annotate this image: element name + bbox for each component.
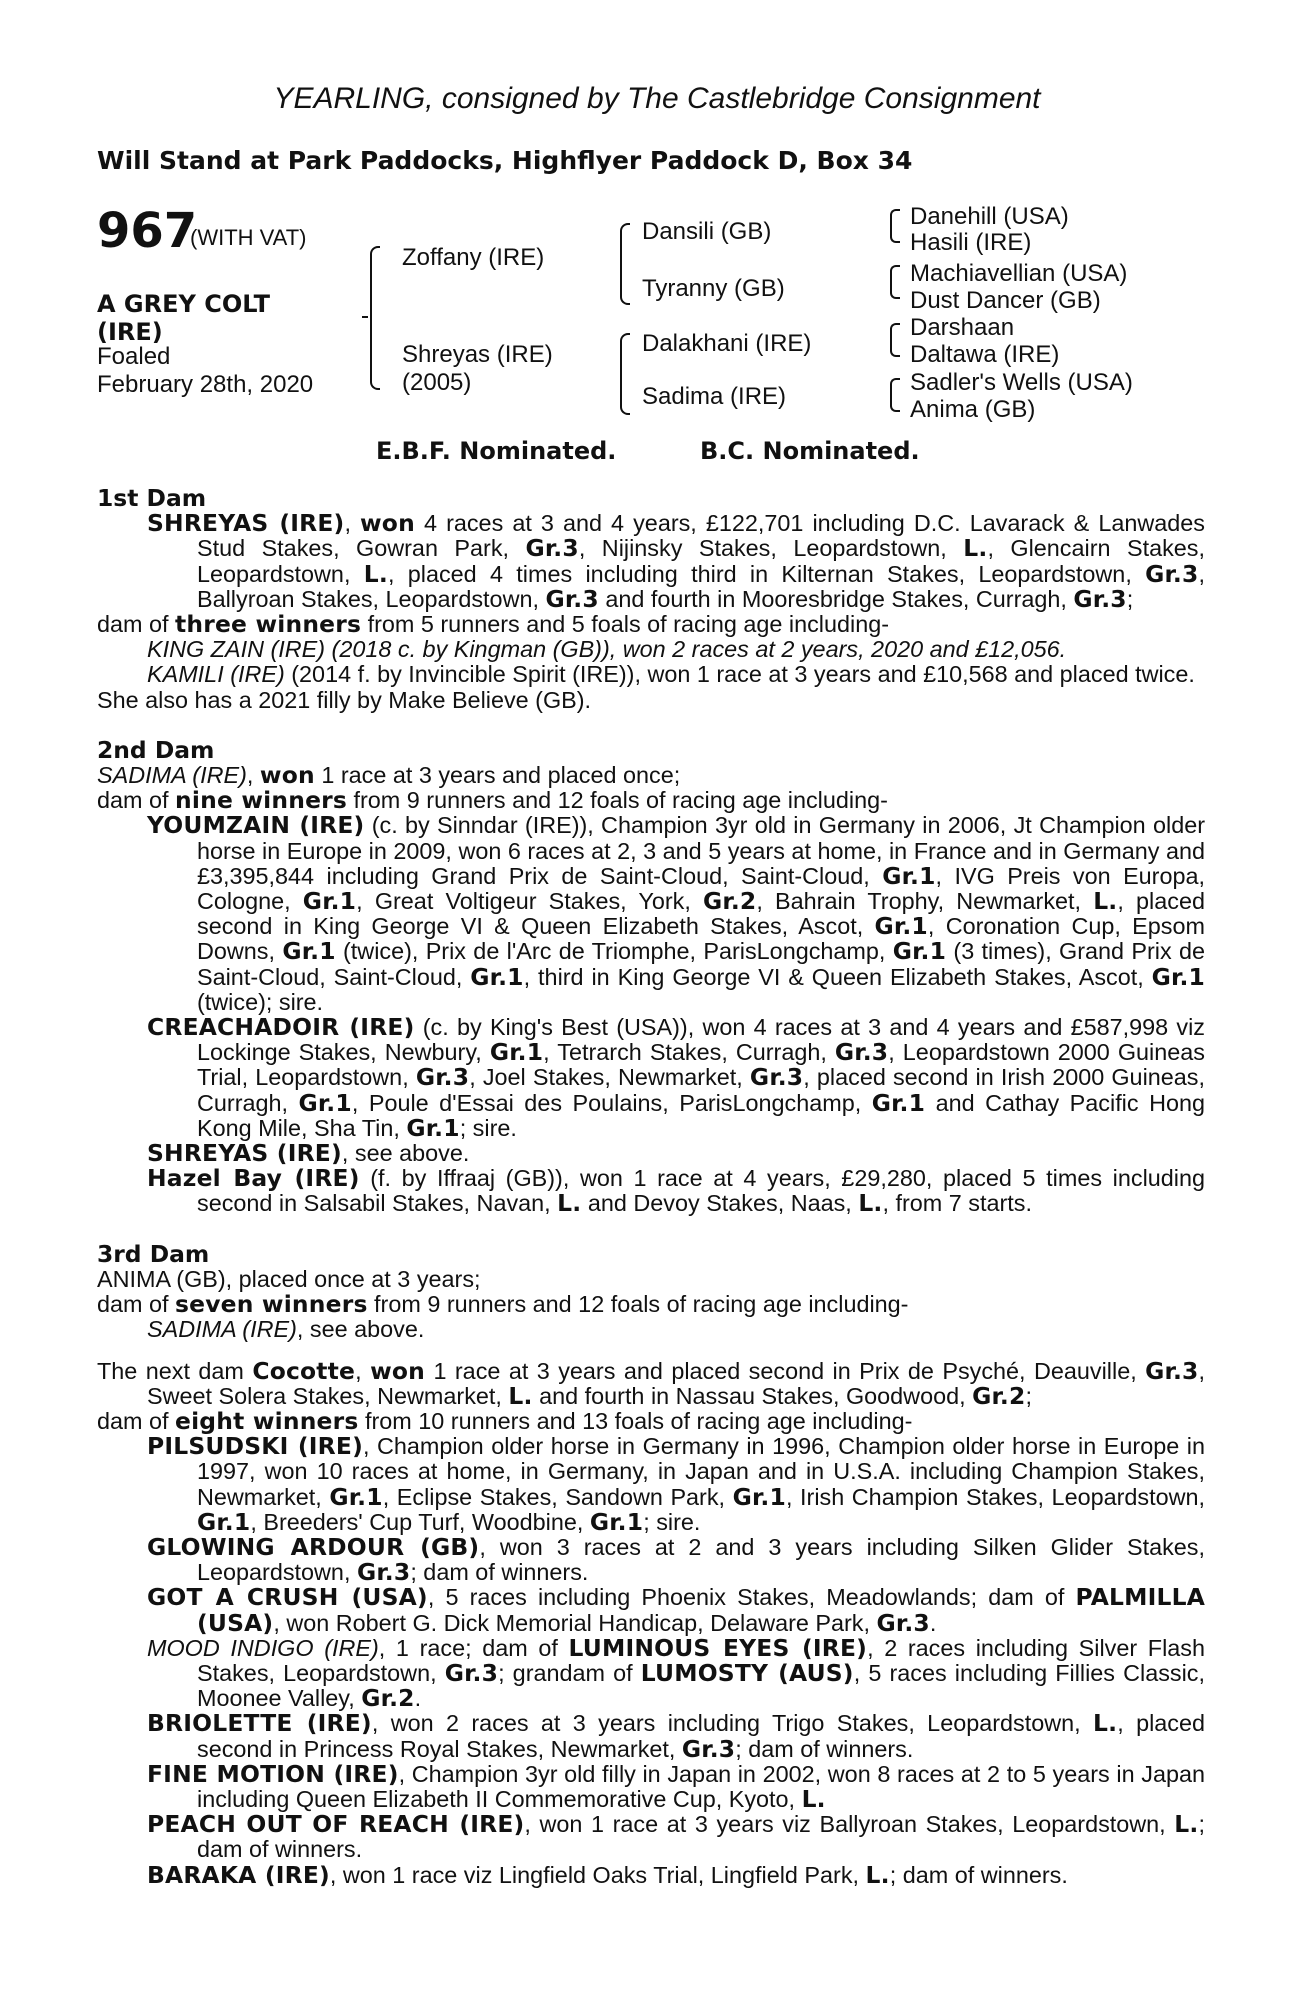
progeny-fine-motion: FINE MOTION (IRE), Champion 3yr old filly in Japan in 2002, won 8 races at 2 to 5 years in Japan including Queen Elizabeth II Commemorative Cup, Kyoto, L. (147, 1759, 1205, 1813)
pedigree-dam-dam: Sadima (IRE) (642, 383, 787, 410)
progeny-baraka: BARAKA (IRE), won 1 race viz Lingfield Oaks Trial, Lingfield Park, L.; dam of winners. (147, 1860, 1068, 1889)
pedigree-dam-sire: Dalakhani (IRE) (642, 330, 812, 357)
pedigree-g5: Darshaan (910, 314, 1015, 341)
progeny-hazel-bay: Hazel Bay (IRE) (f. by Iffraaj (GB)), won 1 race at 4 years, £29,280, placed 5 times including second in Salsabil Stakes, Navan, L. and Devoy Stakes, Naas, L., from 7 starts. (147, 1164, 1205, 1218)
pedigree-g2: Hasili (IRE) (910, 229, 1032, 256)
progeny-mood-indigo: MOOD INDIGO (IRE), 1 race; dam of LUMINOUS EYES (IRE), 2 races including Silver Flash Stakes, Leopardstown, Gr.3; grandam of LUMOSTY (AUS), 5 races including Fillies Classic, Moonee Valley, Gr.2. (147, 1633, 1206, 1713)
next-dam-dam-of: dam of eight winners from 10 runners and 13 foals of racing age including- (97, 1406, 913, 1435)
lot-number: 967 (97, 203, 198, 259)
progeny-shreyas: SHREYAS (IRE), see above. (147, 1139, 470, 1168)
first-dam-heading: 1st Dam (97, 484, 207, 512)
third-dam-heading: 3rd Dam (97, 1239, 210, 1268)
lot-description: A GREY COLT (97, 290, 270, 318)
second-dam-record: SADIMA (IRE), won 1 race at 3 years and placed once; (97, 761, 681, 790)
progeny-glowing-ardour: GLOWING ARDOUR (GB), won 3 races at 2 and 3 years including Silken Glider Stakes, Leopardstown, Gr.3; dam of winners. (147, 1532, 1205, 1587)
progeny-sadima: SADIMA (IRE), see above. (147, 1316, 425, 1343)
pedigree-sire: Zoffany (IRE) (402, 244, 545, 271)
pedigree-brace-sire (620, 223, 630, 305)
lot-country: (IRE) (97, 318, 163, 346)
progeny-got-a-crush: GOT A CRUSH (USA), 5 races including Phoenix Stakes, Meadowlands; dam of PALMILLA (USA), won Robert G. Dick Memorial Handicap, Delaware Park, Gr.3. (147, 1583, 1206, 1637)
pedigree-sire-sire: Dansili (GB) (642, 218, 772, 245)
pedigree-brace-g2 (890, 265, 900, 299)
second-dam-dam-of: dam of nine winners from 9 runners and 12 foals of racing age including- (97, 786, 888, 815)
pedigree-brace-g4 (890, 378, 900, 412)
pedigree-g8: Anima (GB) (910, 396, 1036, 423)
progeny-pilsudski: PILSUDSKI (IRE), Champion older horse in Germany in 1996, Champion older horse in Europe in 1997, won 10 races at home, in Germany, in Japan and in U.S.A. including Champion Stakes, Newmarket, Gr.1, Eclipse Stakes, Sandown Park, Gr.1, Irish Champion Stakes, Leopardstown, Gr.1, Breeders' Cup Turf, Woodbine, Gr.1; sire. (147, 1432, 1205, 1536)
foaled-date: February 28th, 2020 (97, 371, 314, 398)
pedigree-brace-g1 (890, 209, 900, 243)
ebf-nominated: E.B.F. Nominated. (376, 437, 617, 465)
pedigree-dam: Shreyas (IRE) (402, 341, 553, 368)
pedigree-brace-g3 (890, 323, 900, 357)
pedigree-dam-year: (2005) (402, 369, 472, 396)
pedigree-g1: Danehill (USA) (910, 203, 1069, 230)
second-dam-heading: 2nd Dam (97, 735, 215, 764)
pedigree-g4: Dust Dancer (GB) (910, 287, 1101, 314)
vat-label: (WITH VAT) (190, 225, 307, 250)
venue-line: Will Stand at Park Paddocks, Highflyer Paddock D, Box 34 (97, 146, 913, 175)
first-dam-dam-of: dam of three winners from 5 runners and 5 foals of racing age including- (97, 610, 889, 639)
pedigree-brace-dam (620, 333, 630, 415)
third-dam-dam-of: dam of seven winners from 9 runners and 12 foals of racing age including- (97, 1290, 909, 1319)
pedigree-sire-dam: Tyranny (GB) (642, 275, 785, 302)
pedigree-g7: Sadler's Wells (USA) (910, 369, 1133, 396)
foaled-label: Foaled (97, 343, 171, 370)
progeny-peach-out-of-reach: PEACH OUT OF REACH (IRE), won 1 race at 3 years viz Ballyroan Stakes, Leopardstown, L.; dam of winners. (147, 1810, 1205, 1863)
page-title: YEARLING, consigned by The Castlebridge Consignment (273, 82, 1041, 115)
progeny-kamili: KAMILI (IRE) (2014 f. by Invincible Spirit (IRE)), won 1 race at 3 years and £10,568 and placed twice. (147, 661, 1195, 688)
first-dam-section (97, 486, 1205, 1888)
progeny-king-zain: KING ZAIN (IRE) (2018 c. by Kingman (GB)), won 2 races at 2 years, 2020 and £12,056. (147, 636, 1067, 663)
bc-nominated: B.C. Nominated. (700, 437, 920, 465)
pedigree-g6: Daltawa (IRE) (910, 341, 1060, 368)
pedigree-brace-main (370, 246, 380, 390)
progeny-briolette: BRIOLETTE (IRE), won 2 races at 3 years including Trigo Stakes, Leopardstown, L., placed second in Princess Royal Stakes, Newmarket, Gr.3; dam of winners. (147, 1709, 1205, 1763)
progeny-youmzain: YOUMZAIN (IRE) (c. by Sinndar (IRE)), Champion 3yr old in Germany in 2006, Jt Champion older horse in Europe in 2009, won 6 races at 2, 3 and 5 years at home, in France and in Germany and £3,395,844 including Grand Prix de Saint-Cloud, Saint-Cloud, Gr.1, IVG Preis von Europa, Cologne, Gr.1, Great Voltigeur Stakes, York, Gr.2, Bahrain Trophy, Newmarket, L., placed second in King George VI & Queen Elizabeth Stakes, Ascot, Gr.1, Coronation Cup, Epsom Downs, Gr.1 (twice), Prix de l'Arc de Triomphe, ParisLongchamp, Gr.1 (3 times), Grand Prix de Saint-Cloud, Saint-Cloud, Gr.1, third in King George VI & Queen Elizabeth Stakes, Ascot, Gr.1 (twice); sire. (147, 811, 1206, 1015)
first-dam-record: SHREYAS (IRE), won 4 races at 3 and 4 years, £122,701 including D.C. Lavarack & Lanwades Stud Stakes, Gowran Park, Gr.3, Nijinsky Stakes, Leopardstown, L., Glencairn Stakes, Leopardstown, L., placed 4 times including third in Kilternan Stakes, Leopardstown, Gr.3, Ballyroan Stakes, Leopardstown, Gr.3 and fourth in Mooresbridge Stakes, Curragh, Gr.3; (147, 509, 1205, 613)
first-dam-also: She also has a 2021 filly by Make Believe (GB). (97, 686, 592, 713)
next-dam-record: The next dam Cocotte, won 1 race at 3 years and placed second in Prix de Psyché, Deauville, Gr.3, Sweet Solera Stakes, Newmarket, L. and fourth in Nassau Stakes, Goodwood, Gr.2; (97, 1356, 1205, 1410)
progeny-creachadoir: CREACHADOIR (IRE) (c. by King's Best (USA)), won 4 races at 3 and 4 years and £587,998 viz Lockinge Stakes, Newbury, Gr.1, Tetrarch Stakes, Curragh, Gr.3, Leopardstown 2000 Guineas Trial, Leopardstown, Gr.3, Joel Stakes, Newmarket, Gr.3, placed second in Irish 2000 Guineas, Curragh, Gr.1, Poule d'Essai des Poulains, ParisLongchamp, Gr.1 and Cathay Pacific Hong Kong Mile, Sha Tin, Gr.1; sire. (147, 1013, 1206, 1142)
third-dam-record: ANIMA (GB), placed once at 3 years; (97, 1265, 481, 1292)
brace-mid (362, 316, 368, 318)
pedigree-g3: Machiavellian (USA) (910, 260, 1128, 287)
